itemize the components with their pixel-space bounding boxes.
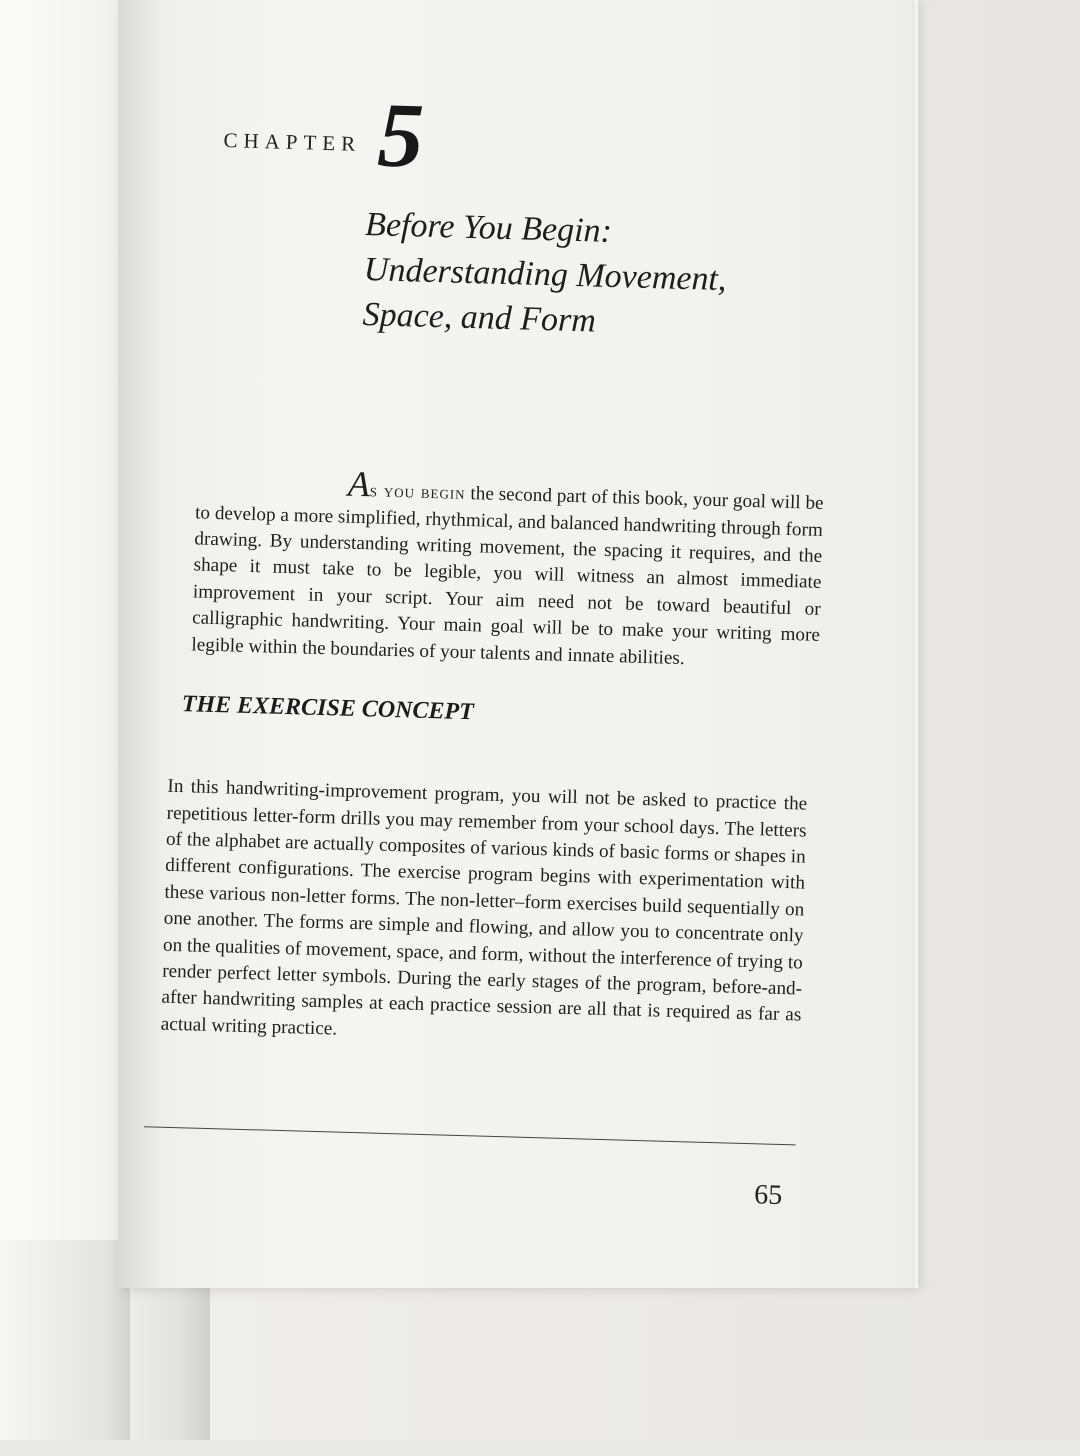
lead-in-smallcaps: s you begin (369, 480, 466, 505)
section-heading: THE EXERCISE CONCEPT (181, 691, 475, 726)
drop-cap: A (347, 463, 371, 505)
intro-paragraph (191, 463, 824, 676)
chapter-title-line: Before You Begin: (364, 206, 613, 250)
chapter-label: CHAPTER (223, 128, 362, 156)
page-number: 65 (753, 1179, 783, 1212)
section-body-paragraph: In this handwriting-improvement program, you will not be asked to practice the repetitious letter-form drills you may remember from your school days. The letters of the alphabet are actually composites of various kinds of basic forms or shapes in different configurations. The exercise program begins with experimentation with these various non-letter forms. The non-letter–form exercises build sequentially on one another. The forms are simple and flowing, and allow you to concentrate only on the qualities of movement, space, and form, without the interference of trying to render perfect letter symbols. During the early stages of the program, before-and-after handwriting samples at each practice session are all that is required as far as actual writing practice. (160, 775, 808, 1040)
intro-text: the second part of this book, your goal will be to develop a more simplified, rhythmical, and balanced handwriting through form drawing. By understanding writing movement, the spacing it requires, and the shape it must take to be legible, you will witness an almost immediate improvement in your script. Your aim need not be toward beautiful or calligraphic handwriting. Your main goal will be to make your writing more legible within the boundaries of your talents and innate abilities. (191, 483, 824, 669)
chapter-number: 5 (376, 83, 426, 187)
footer-rule (144, 1126, 796, 1145)
chapter-title (362, 202, 786, 349)
chapter-title-line: Understanding Movement, (363, 251, 727, 299)
chapter-title-line: Space, and Form (362, 296, 597, 340)
